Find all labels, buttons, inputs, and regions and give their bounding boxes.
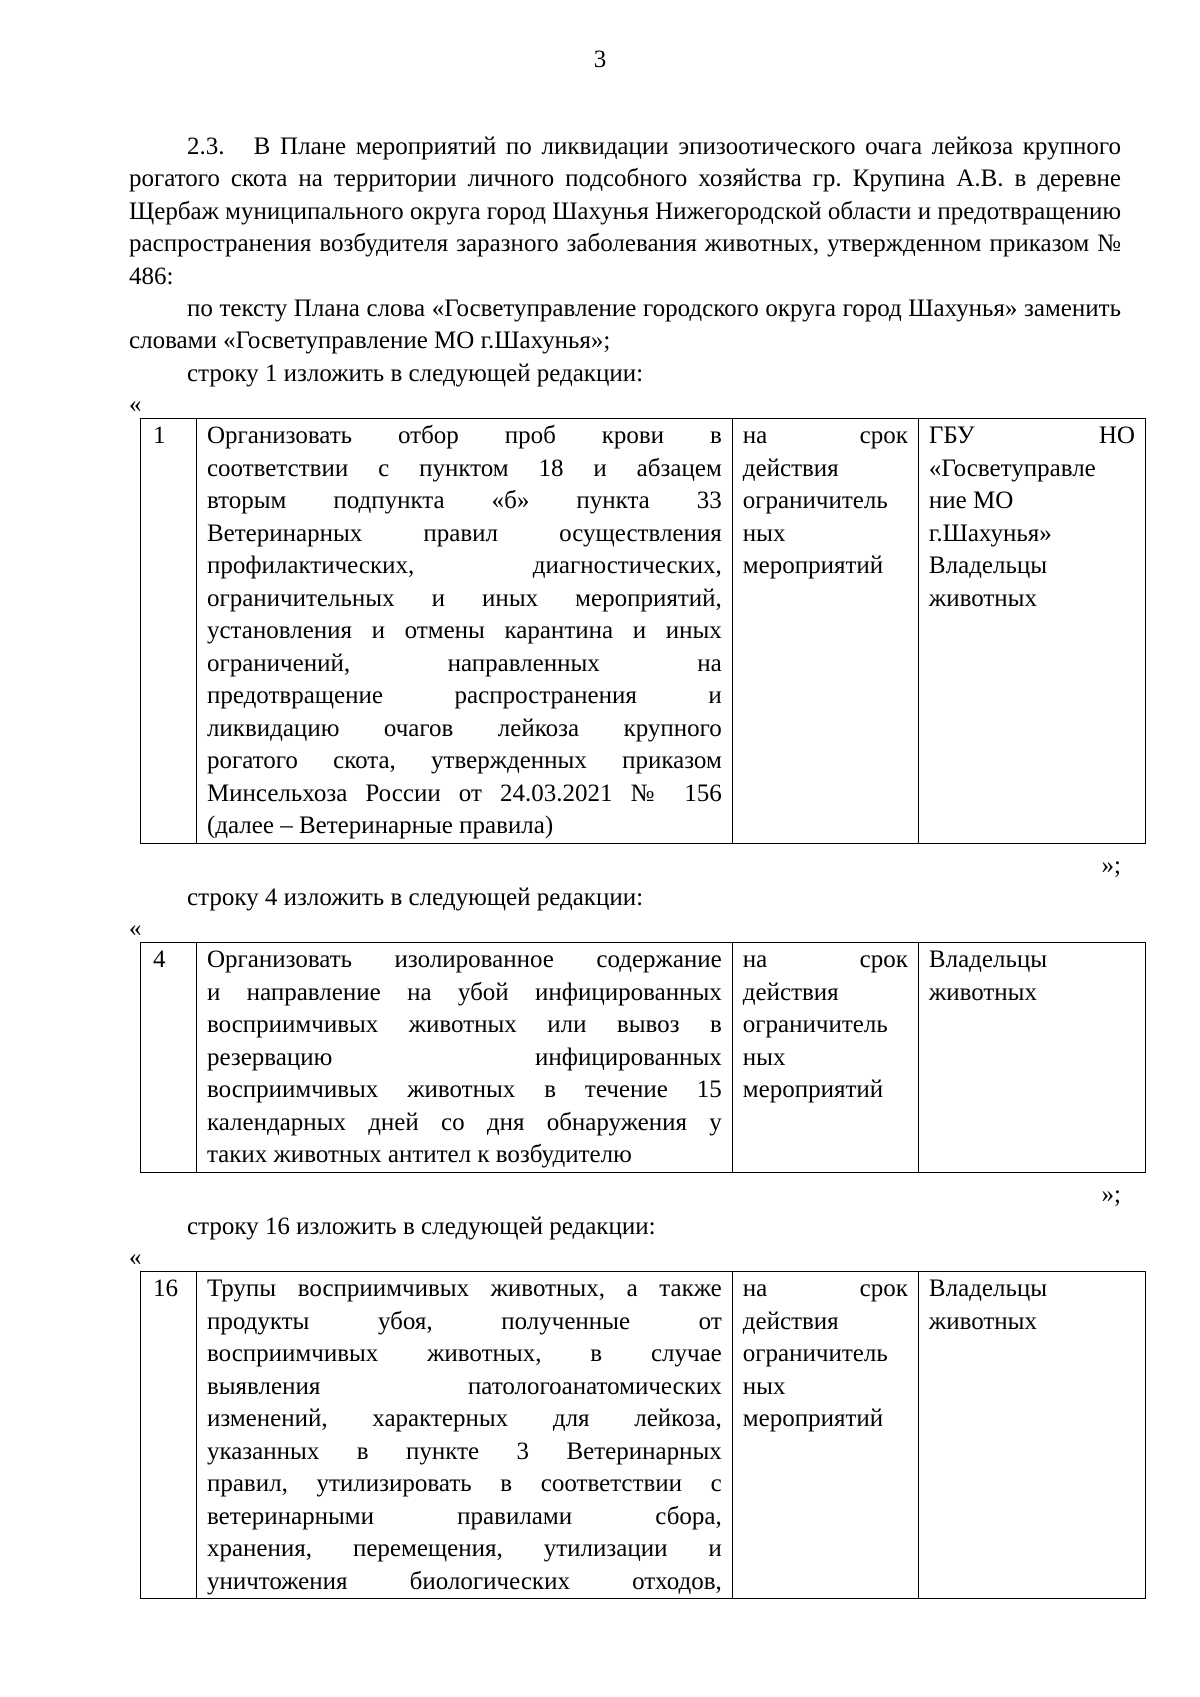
- open-quote-4: «: [129, 915, 142, 943]
- row-number: 16: [141, 1272, 197, 1599]
- row-16-intro: строку 16 изложить в следующей редакции:: [187, 1212, 656, 1240]
- responsible-line: Владельцы: [928, 552, 1048, 580]
- term-line: ных: [742, 1372, 786, 1400]
- term-line: на срок: [742, 1275, 908, 1303]
- document-body: [129, 131, 1135, 1599]
- text-line: ограничительных и иных мероприятий,: [206, 584, 722, 612]
- term-line: ограничитель: [742, 1340, 888, 1368]
- text-line: таких животных антител к возбудителю: [206, 1141, 632, 1169]
- close-quote-4: »;: [1101, 1180, 1121, 1208]
- text-line: продукты убоя, полученные от: [206, 1307, 722, 1335]
- text-line: календарных дней со дня обнаружения у: [206, 1108, 722, 1136]
- term-line: ных: [742, 519, 786, 547]
- paragraph-2-3: 2.3. В Плане мероприятий по ликвидации эпизоотического очага лейкоза крупного рогатого скота на территории личного подсобного хозяйства гр. Крупина А.В. в деревне Щербаж муниципального округа город Шахунья Нижегородской области и предотвращению распространения возбудителя заразного заболевания животных, утвержденном приказом № 486:: [129, 133, 1121, 290]
- open-quote-1: «: [129, 391, 142, 419]
- text-line: предотвращение распространения и: [206, 682, 722, 710]
- text-line: ликвидацию очагов лейкоза крупного: [206, 714, 722, 742]
- responsible-line: Владельцы: [928, 946, 1048, 974]
- row-1-intro: строку 1 изложить в следующей редакции:: [187, 359, 644, 387]
- responsible-line: ГБУ НО: [928, 422, 1135, 450]
- table-row-4: [140, 942, 1146, 1173]
- text-line: правил, утилизировать в соответствии с: [206, 1470, 722, 1498]
- row-measure-text: [196, 943, 732, 1173]
- responsible-line: «Госветуправле: [928, 454, 1096, 482]
- text-line: Организовать изолированное содержание: [206, 946, 722, 974]
- page-number: 3: [593, 46, 607, 73]
- close-quote-1: »;: [1101, 851, 1121, 879]
- term-line: действия: [742, 454, 839, 482]
- text-line: восприимчивых животных или вывоз в: [206, 1011, 722, 1039]
- row-responsible: [918, 419, 1145, 844]
- row-4-intro: строку 4 изложить в следующей редакции:: [187, 883, 644, 911]
- term-line: мероприятий: [742, 1405, 884, 1433]
- row-measure-text: [196, 419, 732, 844]
- table-row-1: [140, 418, 1146, 844]
- term-line: мероприятий: [742, 552, 884, 580]
- term-line: ограничитель: [742, 487, 888, 515]
- text-line: рогатого скота, утвержденных приказом: [206, 747, 722, 775]
- term-line: мероприятий: [742, 1076, 884, 1104]
- row-measure-text: [196, 1272, 732, 1599]
- responsible-line: животных: [928, 584, 1037, 612]
- row-term: [732, 943, 918, 1173]
- term-line: на срок: [742, 946, 908, 974]
- row-number: 1: [141, 419, 197, 844]
- text-line: ветеринарными правилами сбора,: [206, 1502, 722, 1530]
- responsible-line: г.Шахунья»: [928, 519, 1052, 547]
- responsible-line: ние МО: [928, 487, 1014, 515]
- term-line: действия: [742, 1307, 839, 1335]
- text-line: Трупы восприимчивых животных, а также: [206, 1275, 722, 1303]
- open-quote-16: «: [129, 1244, 142, 1272]
- table-row-16: [140, 1271, 1146, 1599]
- responsible-line: Владельцы: [928, 1275, 1048, 1303]
- text-line: выявления патологоанатомических: [206, 1372, 722, 1400]
- text-line: уничтожения биологических отходов,: [206, 1567, 722, 1595]
- row-responsible: [918, 1272, 1145, 1599]
- text-line: вторым подпункта «б» пункта 33: [206, 487, 722, 515]
- term-line: на срок: [742, 422, 908, 450]
- text-line: (далее – Ветеринарные правила): [206, 812, 554, 840]
- text-line: восприимчивых животных, в случае: [206, 1340, 722, 1368]
- text-line: профилактических, диагностических,: [206, 552, 722, 580]
- text-line: резервацию инфицированных: [206, 1043, 722, 1071]
- text-line: указанных в пункте 3 Ветеринарных: [206, 1437, 722, 1465]
- term-line: ограничитель: [742, 1011, 888, 1039]
- text-line: Организовать отбор проб крови в: [206, 422, 722, 450]
- paragraph-replace-words: по тексту Плана слова «Госветуправление городского округа город Шахунья» заменить словами «Госветуправление МО г.Шахунья»;: [129, 295, 1121, 355]
- table-row: [141, 419, 1146, 844]
- text-line: Минсельхоза России от 24.03.2021 № 156: [206, 779, 722, 807]
- text-line: восприимчивых животных в течение 15: [206, 1076, 722, 1104]
- row-term: [732, 419, 918, 844]
- row-responsible: [918, 943, 1145, 1173]
- responsible-line: животных: [928, 1307, 1037, 1335]
- row-number: 4: [141, 943, 197, 1173]
- text-line: соответствии с пунктом 18 и абзацем: [206, 454, 722, 482]
- text-line: ограничений, направленных на: [206, 649, 722, 677]
- text-line: Ветеринарных правил осуществления: [206, 519, 722, 547]
- term-line: действия: [742, 978, 839, 1006]
- text-line: изменений, характерных для лейкоза,: [206, 1405, 722, 1433]
- text-line: хранения, перемещения, утилизации и: [206, 1535, 722, 1563]
- text-line: установления и отмены карантина и иных: [206, 617, 722, 645]
- table-row: [141, 1272, 1146, 1599]
- row-term: [732, 1272, 918, 1599]
- term-line: ных: [742, 1043, 786, 1071]
- table-row: [141, 943, 1146, 1173]
- responsible-line: животных: [928, 978, 1037, 1006]
- text-line: и направление на убой инфицированных: [206, 978, 722, 1006]
